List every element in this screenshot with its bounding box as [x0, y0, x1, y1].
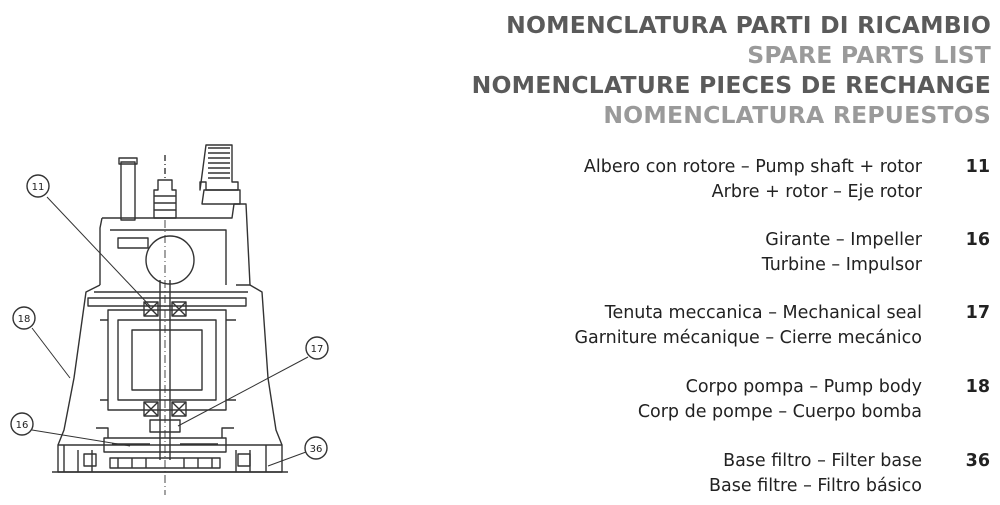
part-row-11	[560, 155, 990, 205]
part-description	[584, 155, 922, 204]
part-line-1: Girante – Impeller	[765, 230, 922, 250]
part-row-18	[560, 375, 990, 425]
part-description	[709, 449, 922, 498]
title-italian: NOMENCLATURA PARTI DI RICAMBIO	[506, 11, 991, 39]
part-line-2: Garniture mécanique – Cierre mecánico	[574, 327, 922, 348]
part-line-1: Tenuta meccanica – Mechanical seal	[604, 303, 922, 323]
part-description	[762, 228, 922, 277]
part-line-1: Corpo pompa – Pump body	[685, 377, 922, 397]
callout-label: 18	[17, 314, 31, 325]
title-spanish: NOMENCLATURA REPUESTOS	[603, 101, 991, 129]
title-block	[472, 10, 991, 130]
callout-11	[27, 175, 150, 306]
callout-16	[11, 413, 130, 446]
part-line-2: Base filtre – Filtro básico	[709, 475, 922, 496]
part-number: 11	[965, 157, 990, 177]
callout-label: 16	[15, 420, 29, 431]
callout-label: 36	[309, 444, 323, 455]
pump-cross-section-drawing	[0, 120, 340, 500]
title-english: SPARE PARTS LIST	[747, 41, 991, 69]
part-row-36	[560, 449, 990, 499]
part-row-16	[560, 228, 990, 278]
part-number: 36	[965, 451, 990, 471]
part-line-2: Corp de pompe – Cuerpo bomba	[637, 401, 922, 422]
pump-outline	[52, 145, 288, 495]
callout-17	[178, 337, 328, 426]
part-line-1: Base filtro – Filter base	[723, 451, 922, 471]
part-number: 16	[965, 230, 990, 250]
part-line-2: Arbre + rotor – Eje rotor	[711, 181, 922, 202]
callout-label: 17	[310, 344, 324, 355]
part-description	[575, 301, 923, 350]
part-number: 18	[965, 377, 990, 397]
part-description	[638, 375, 922, 424]
part-number: 17	[965, 303, 990, 323]
callout-label: 11	[31, 182, 45, 193]
title-french: NOMENCLATURE PIECES DE RECHANGE	[471, 71, 991, 99]
callout-18	[13, 307, 70, 378]
part-row-17	[560, 301, 990, 351]
part-line-1: Albero con rotore – Pump shaft + rotor	[583, 157, 922, 177]
part-line-2: Turbine – Impulsor	[761, 254, 922, 275]
callout-36	[268, 437, 327, 466]
